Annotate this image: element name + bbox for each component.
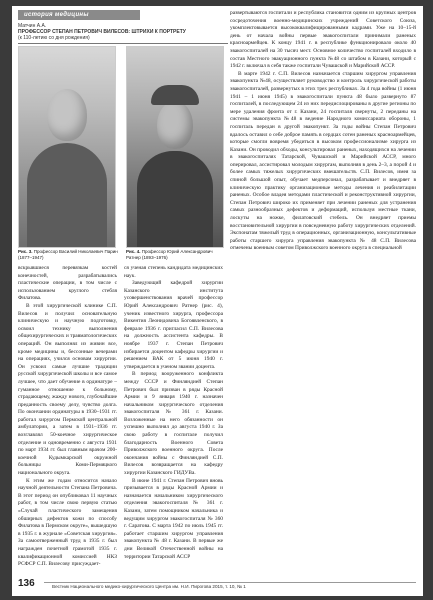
journal-page bbox=[12, 6, 423, 596]
paragraph: вскрывшиеся перевязкам костей конечностей, разрабатывались пластические операции, в том числе с использованием круглого стебля Филатова. bbox=[18, 265, 117, 302]
journal-citation: Вестник Национального медико-хирургического Центра им. Н.И. Пирогова 2015, т. 10, № 1 bbox=[52, 584, 246, 589]
footer-divider bbox=[44, 582, 416, 583]
figure-label: Рис. 3. bbox=[18, 249, 33, 254]
article-authors: Матчин А.А. bbox=[18, 23, 47, 29]
portrait-ratner bbox=[126, 46, 224, 248]
page-number: 136 bbox=[18, 578, 35, 589]
paragraph: В период вооруженного конфликта между СССР и Финляндией Степан Петрович был призван в ряды Красной Армии и 9 января 1940 г. назначен начальником хирургического отделения эвакогоспиталя № 361 г. Казани. Возложенные на него обязанности он успешно выполнял до августа 1940 г. За свою работу в госпитале получил благодарность Военного Совета Приволжского военного округа. После окончания войны с Финляндией С.П. Вилесов возвращается на кафедру хирургии Казанского ГИДУВа. bbox=[124, 371, 223, 477]
text-column-right bbox=[230, 10, 416, 253]
paragraph: Заведующий кафедрой хирургии Казанского института усовершенствования врачей профессор Юрий Александрович Ратнер (рис. 4), ученик известного хирурга, профессора Викентия Леонидовича Богоявленского, в феврале 1936 г. пригласил С.П. Вилесова на должность ассистента кафедры. В ноябре 1937 г. Степан Петрович избирается доцентом кафедры хирургии и решением ВАК от 5 июня 1940 г. утверждается в ученом звании доцента. bbox=[124, 280, 223, 370]
figure-label: Рис. 4. bbox=[126, 249, 141, 254]
paragraph: В марте 1942 г. С.П. Вилесов назначается старшим хирургом управления эвакопункта №48, осуществляет руководство и контроль хирургической работы эвакогоспиталей, развернутых в этих трех республиках. За 4 года войны (1 июня 1941 – 1 июня 1945) в эвакогоспитали пункта 48 было развернуто 87 госпиталей, в последующем 24 из них передислоцированы в другие регионы по мере удаления фронта от г. Казани, 24 госпиталя свернуты, 2 переданы на системы эвакопункта №48 в ведение Народного комиссариата обороны, 1 госпиталь передан в другой эвакопункт. За годы войны Степан Петрович вдалось оставил о себе доброе память в сердцах сотен раненых красноармейцев, которые смогли вовремя убедиться в высоком профессионализме хирурга из Казани. Он проводил обходы, консультировал раненых, находящихся на лечении в эвакогоспиталях Татарской, Чувашской и Марийской АССР, много оперировал, ассистировал молодым хирургам, выполняя в день 2–3, а порой 4 и более самых тяжелых хирургических вмешательств. С.П. Вилесов, имея за спиной большой опыт, обучает медперсонал, разрабатывает и внедряет в клиническую практику организационные методы лечения и реабилитации раненых. Особое владея методами пластической и реконструктивной хирургии, Степан Петрович широко их применяет при лечении раненых для устранения самых разнообразных дефектов и деформаций, используя местные ткани, лоскуты на ножке, филатовский стебель. Он внедряет приемы восстановительной хирургии в повседневную работу хирургических отделений. Экспонатам тяжелый труд в операционных, организационную, консультативные работы старшего хирурга управления эвакопункта № 48 С.П. Вилесова отмечены военным советом Приволжского военного округа в специальной bbox=[230, 70, 416, 252]
section-tag: история медицины bbox=[18, 10, 140, 20]
text-column-middle bbox=[124, 265, 223, 561]
body-text bbox=[230, 10, 416, 253]
figure-caption-text: Профессор Юрий Александрович Ратнер (1893–1976) bbox=[126, 249, 213, 260]
paragraph: В этой хирургической клинике С.П. Вилесов и получил основательную клиническую и научную подготовку, освоил технику выполнения общехирургических и травматологических операций. Он выполнял из живин все, кроме медицины и, бессонные вечерами на операциях, учился основам хирургии. Он усвоил самые лучшие традиции русской хирургической школы и все самое лучшее, что дает обучение в ординатуре – гуманное отношение к больному, страдающему, жажду нового, глубочайшие преданность своему делу, чувство долга. По окончании ординатуры в 1930–1931 гг. работал хирургом Пермской центральной амбулатории, а затем в 1931–1936 гг. возглавлял 50-коечное хирургическое отделение и одновременно с августа 1931 по март 1934 гг. был главным врачом 200-коечной Кудымкарской окружной больницы Коми-Пермяцкого национального округа. bbox=[18, 302, 117, 477]
paragraph: К этим же годам относится начало научной деятельности Степана Петровича. В этот период он опубликовал 11 научных работ, в том числе свою первую статью «Случай пластического замещения обширных дефектов кожи по способу Филатова в Пермском округе», вышедшую в 1935 г. в журнале «Советская хирургия». За самоотверженный труд в 1935 г. был награжден почетной грамотой 1935 г. квалификационной комиссией НКЗ РСФСР С.П. Вилесову присуждает- bbox=[18, 477, 117, 568]
header-divider bbox=[18, 43, 228, 44]
figure-caption bbox=[126, 249, 226, 260]
article-subtitle: (к 110-летию со дня рождения) bbox=[18, 35, 90, 41]
portrait-parin bbox=[18, 46, 116, 248]
article-title: ПРОФЕССОР СТЕПАН ПЕТРОВИЧ ВИЛЕСОВ: ШТРИХИ К ПОРТРЕТУ bbox=[18, 29, 186, 35]
paragraph: развертываются госпитали и республика становится одним из крупных центров сосредоточения военно-медицинских учреждений Советского Союза, укомплектовывается высококвалифицированными кадрами. Уже на 10–15-й день от начала войны первые эвакогоспитали принимали раненых красноармейцев. К концу 1941 г. в республике функционировало около 40 эвакогоспиталей на 30 тысяч мест. Основное количество госпиталей входило в состав Местного эвакуационного пункта №48 со штабом в Казани, который с 1942 г. включал в себя также госпитали Чувашской и Марийской АССР. bbox=[230, 10, 416, 70]
paragraph: ся ученая степень кандидата медицинских наук. bbox=[124, 265, 223, 279]
figure-caption-text: Профессор Василий Николаевич Парин (1877–1947) bbox=[18, 249, 118, 260]
body-text bbox=[124, 265, 223, 561]
body-text bbox=[18, 265, 117, 569]
text-column-left bbox=[18, 265, 117, 569]
paragraph: В июне 1941 г. Степан Петрович вновь призывается в ряды Красной Армии и назначается начальником хирургического отделения эвакогоспиталя № 361 г. Казани, затем помощником начальника и ведущим хирургом эвакогоспиталя № 360 г. Саратова. С марта 1942 по июль 1945 гг. работает старшим хирургом управления эвакопункта № 48 г. Казани. В первые же дни Великой Отечественной войны на территории Татарской АССР bbox=[124, 477, 223, 560]
figure-caption bbox=[18, 249, 118, 260]
